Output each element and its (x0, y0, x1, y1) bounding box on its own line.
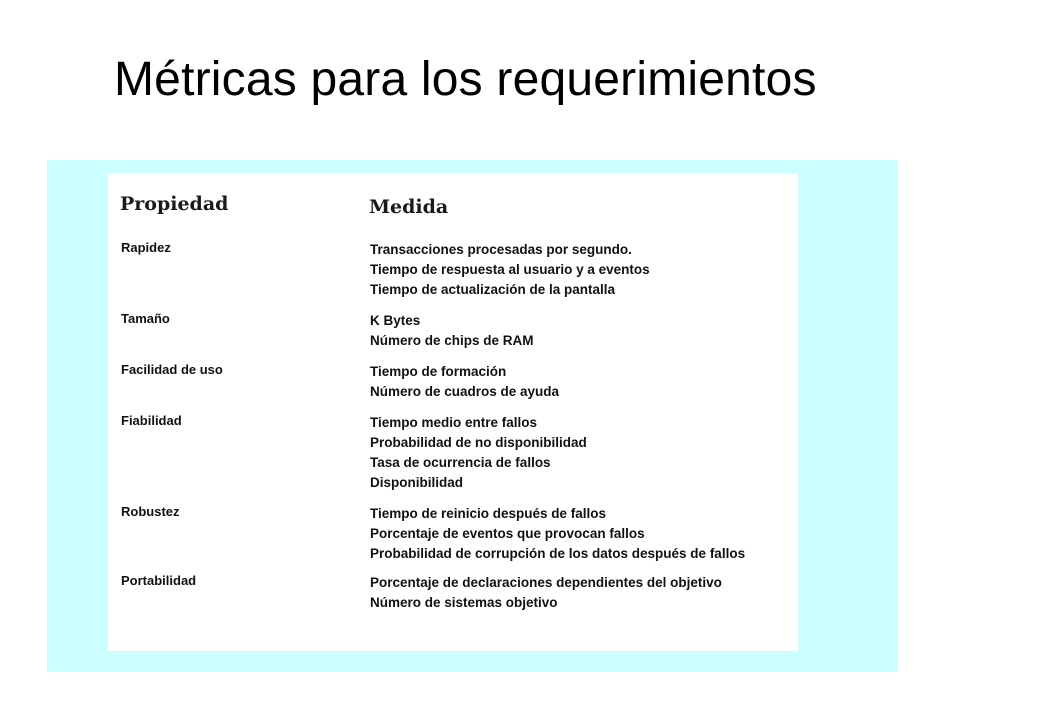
measure-list (370, 240, 650, 300)
measure-item: Tiempo de actualización de la pantalla (370, 282, 616, 297)
header-measure: Medida (369, 196, 449, 218)
measure-item: Porcentaje de eventos que provocan fallos (370, 526, 645, 541)
property-label: Rapidez (121, 240, 171, 255)
property-label: Robustez (121, 504, 180, 519)
measure-item: Transacciones procesadas por segundo. (370, 242, 632, 257)
measure-list (370, 504, 745, 564)
measure-item: Número de chips de RAM (370, 333, 534, 348)
measure-list (370, 413, 587, 493)
property-label: Tamaño (121, 311, 170, 326)
property-label: Portabilidad (121, 573, 197, 588)
property-label: Facilidad de uso (121, 362, 223, 377)
measure-list (370, 311, 534, 351)
measure-item: K Bytes (370, 313, 421, 328)
measure-item: Tiempo medio entre fallos (370, 415, 538, 430)
measure-item: Número de cuadros de ayuda (370, 384, 560, 399)
measure-item: Porcentaje de declaraciones dependientes del objetivo (370, 575, 722, 590)
measure-item: Probabilidad de no disponibilidad (370, 435, 587, 450)
metrics-table (108, 173, 798, 651)
slide-title: Métricas para los requerimientos (114, 53, 817, 106)
measure-list (370, 362, 559, 402)
measure-item: Número de sistemas objetivo (370, 595, 558, 610)
measure-item: Tiempo de respuesta al usuario y a eventos (370, 262, 650, 277)
measure-item: Tiempo de formación (370, 364, 507, 379)
measure-item: Disponibilidad (370, 475, 463, 490)
header-property: Propiedad (120, 193, 229, 215)
measure-item: Probabilidad de corrupción de los datos después de fallos (370, 546, 746, 561)
measure-list (370, 573, 722, 613)
property-label: Fiabilidad (121, 413, 182, 428)
measure-item: Tiempo de reinicio después de fallos (370, 506, 607, 521)
measure-item: Tasa de ocurrencia de fallos (370, 455, 551, 470)
